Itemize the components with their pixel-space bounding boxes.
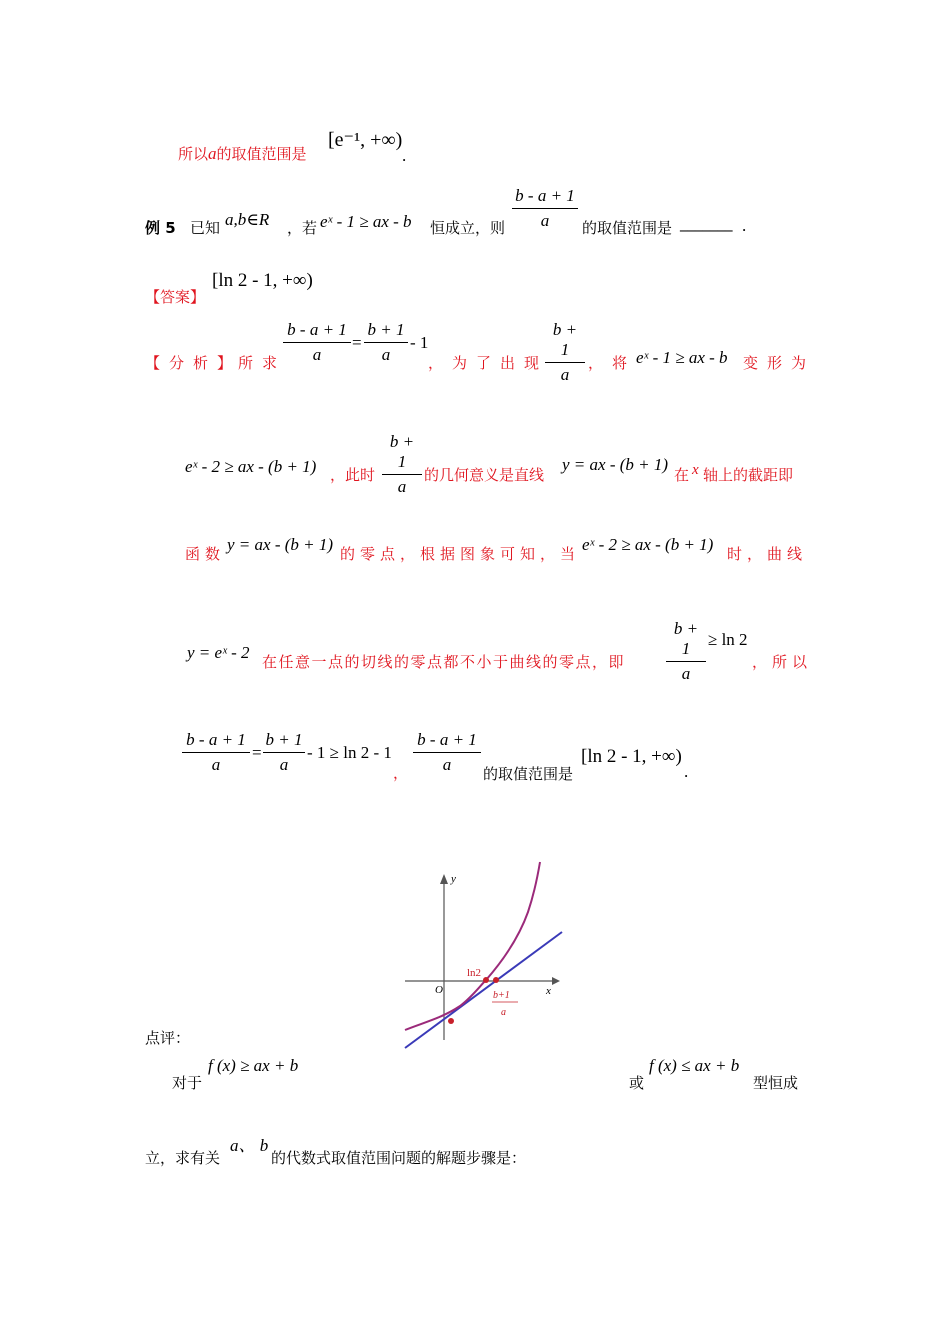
tangent-line [405,932,562,1048]
analysis-l3-text-2: 的零点，根据图象可知，当 [340,545,581,563]
y-axis-arrow [440,874,448,884]
comment-text-2: 或 [629,1074,645,1092]
analysis-x-axis-var: x [692,462,699,478]
analysis-l5-rest: - 1 ≥ ln 2 - 1 [307,743,392,762]
analysis-fraction-2: $\frac{b + 1}{a}$ [364,320,408,365]
analysis-l5-comma: ， [393,764,409,782]
intercept-fraction-den: a [501,1007,506,1018]
analysis-l4-ge-ln2: ≥ ln 2 [708,630,748,649]
analysis-l4-text-1: 在任意一点的切线的零点都不小于曲线的零点，即 [262,653,626,671]
ln2-label: ln2 [467,967,482,979]
comment-text-3: 型恒成 [753,1074,799,1092]
answer-label: 【答案】 [145,288,206,306]
analysis-l3-text-1: 函数 [185,545,226,563]
answer-value: [ln 2 - 1, +∞) [212,270,313,291]
tangent-graph-figure [400,860,565,1050]
analysis-l3-inequality: eˣ - 2 ≥ ax - (b + 1) [582,535,714,554]
analysis-l2-text-2: 的几何意义是直线 [424,466,545,484]
example-period: . [742,216,747,235]
line-zero-point [493,977,499,983]
example-text-2: ，若 [287,219,318,237]
analysis-equals: = [352,333,362,352]
example-text-4: 的取值范围是 [582,219,673,237]
analysis-l5-fraction-3: $\frac{b - a + 1}{a}$ [413,730,481,775]
example-label: 例 5 [145,219,176,237]
example-condition: a,b∈R [225,210,270,229]
y-axis-label: y [451,873,456,885]
analysis-curve: y = eˣ - 2 [187,643,250,662]
analysis-l5-period: . [684,762,689,781]
analysis-l5-fraction-2: $\frac{b + 1}{a}$ [263,730,305,775]
analysis-text-4: 变形为 [743,354,816,372]
analysis-fraction-1: $\frac{b - a + 1}{a}$ [283,320,351,365]
analysis-l4-fraction: $\frac{b + 1}{a}$ [666,619,706,684]
analysis-inequality: eˣ - 1 ≥ ax - b [636,348,728,367]
analysis-l3-text-3: 时，曲线 [727,545,808,563]
analysis-l5-text-1: 的取值范围是 [483,765,574,783]
comment-vars: a、 b [230,1136,269,1155]
analysis-text-2: ，为了出现 [428,354,549,372]
comment-form-1: f (x) ≥ ax + b [208,1056,299,1075]
example-text-3: 恒成立，则 [430,219,506,237]
example-text-1: 已知 [190,219,221,237]
analysis-l2-fraction: $\frac{b + 1}{a}$ [382,432,422,497]
exp-curve [405,862,540,1030]
comment-text-1: 对于 [172,1074,203,1092]
analysis-minus-one: - 1 [410,333,429,352]
comment-label: 点评： [145,1029,191,1047]
comment-text-5: 的代数式取值范围问题的解题步骤是： [271,1149,527,1167]
analysis-transformed-ineq: eˣ - 2 ≥ ax - (b + 1) [185,457,317,476]
analysis-label: 【分析】 [145,354,242,372]
analysis-fraction-3: $\frac{b + 1}{a}$ [545,320,585,385]
answer-blank: _______ [680,214,733,232]
analysis-line-equation: y = ax - (b + 1) [562,455,669,474]
analysis-l5-interval: [ln 2 - 1, +∞) [581,746,682,767]
y-intercept-point [448,1018,454,1024]
conclusion-text: 所以a的取值范围是 [178,144,307,163]
example-fraction: $\frac{b - a + 1}{a}$ [512,186,578,231]
analysis-l2-text-3: 在 [674,466,690,484]
conclusion-interval: [e⁻¹, +∞) [328,129,403,151]
analysis-text-3: ，将 [588,354,637,372]
analysis-l4-text-2: ，所以 [752,653,813,671]
analysis-function: y = ax - (b + 1) [227,535,334,554]
analysis-l2-text-4: 轴上的截距即 [703,466,794,484]
analysis-l5-equals: = [252,743,262,762]
example-inequality: eˣ - 1 ≥ ax - b [320,212,412,231]
comment-form-2: f (x) ≤ ax + b [649,1056,740,1075]
analysis-text-1: 所求 [238,354,287,372]
origin-label: O [435,984,443,996]
comment-text-4: 立，求有关 [145,1149,221,1167]
x-axis-arrow [552,977,560,985]
analysis-l5-fraction-1: $\frac{b - a + 1}{a}$ [182,730,250,775]
analysis-l2-text-1: ，此时 [330,466,376,484]
conclusion-period: . [402,146,407,165]
intercept-fraction-num: b+1 [493,990,510,1001]
x-axis-label: x [546,985,551,997]
curve-zero-point [483,977,489,983]
